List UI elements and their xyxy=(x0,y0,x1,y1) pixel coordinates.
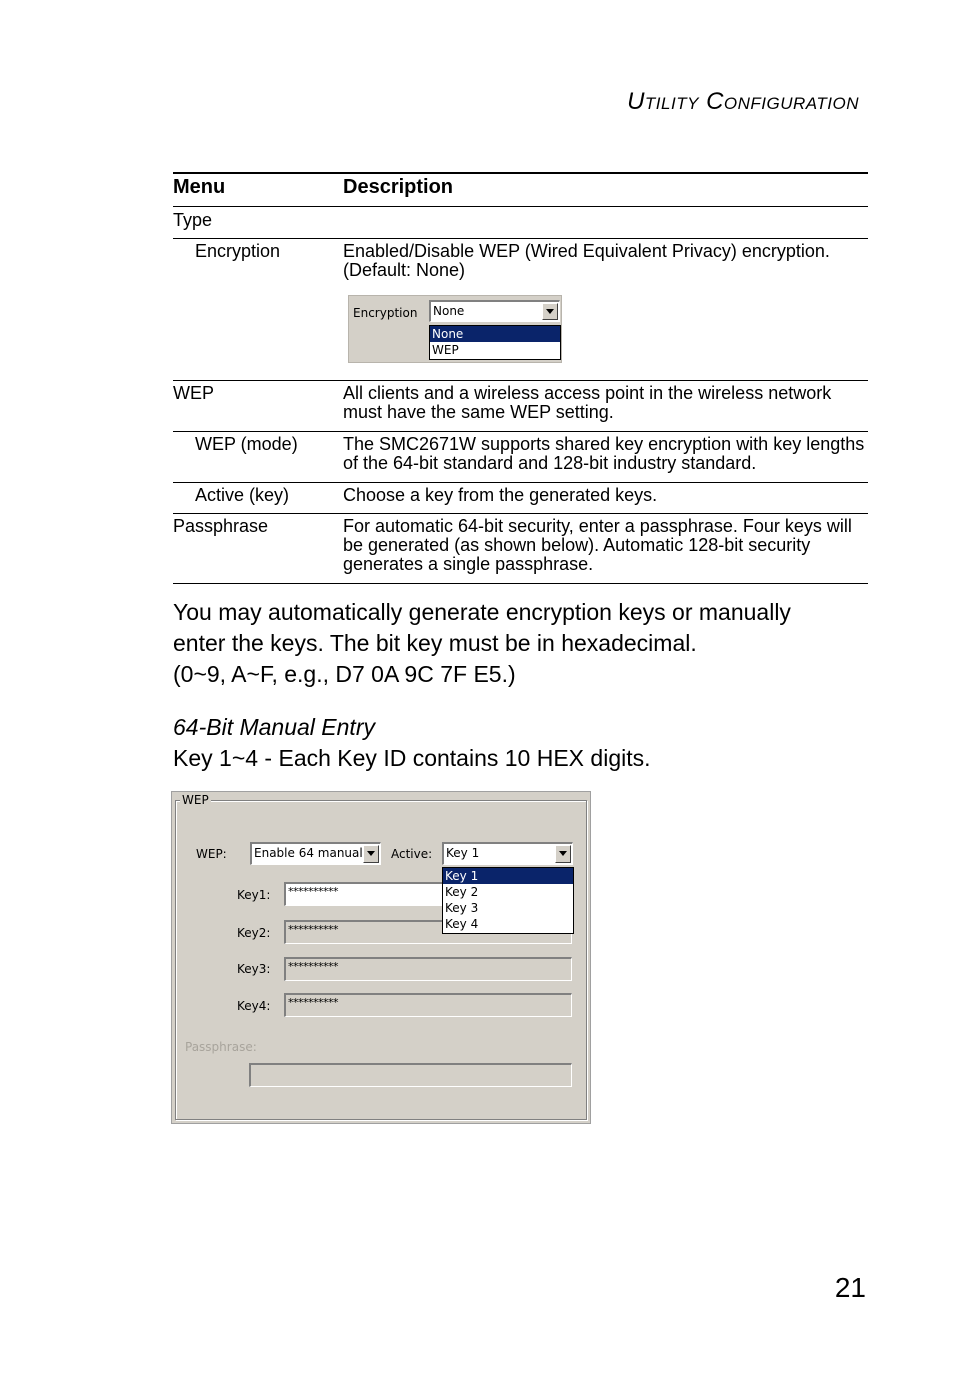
table-row-menu: WEP (mode) xyxy=(195,434,298,454)
table-row-description: Enabled/Disable WEP (Wired Equivalent Privacy) encryption. (Default: None) xyxy=(343,241,830,280)
key2-label: Key2: xyxy=(237,926,271,940)
column-header-description: Description xyxy=(343,176,454,198)
chevron-down-icon[interactable] xyxy=(555,845,571,863)
body-paragraph-line: (0~9, A~F, e.g., D7 0A 9C 7F E5.) xyxy=(173,661,516,687)
groupbox-title: WEP xyxy=(182,793,209,807)
body-paragraph-line: You may automatically generate encryption keys or manually xyxy=(173,599,791,625)
body-paragraph: Key 1~4 - Each Key ID contains 10 HEX digits. xyxy=(173,745,651,771)
key1-label: Key1: xyxy=(237,888,271,902)
list-item[interactable]: Key 4 xyxy=(445,917,479,931)
table-row-description: For automatic 64-bit security, enter a passphrase. Four keys will be generated (as shown below). Automatic 128-bit security generates a single passphrase. xyxy=(343,516,852,574)
key2-field[interactable]: ********** xyxy=(284,920,572,944)
subheading: 64-Bit Manual Entry xyxy=(173,714,375,740)
table-top-rule xyxy=(173,172,868,174)
encryption-screenshot xyxy=(348,295,562,363)
encryption-label: Encryption xyxy=(353,306,418,320)
active-key-dropdown-list xyxy=(442,867,574,934)
body-paragraph-line: enter the keys. The bit key must be in hexadecimal. xyxy=(173,630,697,656)
column-header-menu: Menu xyxy=(173,176,226,198)
list-item[interactable]: None xyxy=(430,326,560,342)
table-row-menu: WEP xyxy=(173,383,215,403)
key4-label: Key4: xyxy=(237,999,271,1013)
table-bottom-rule xyxy=(173,583,868,584)
active-key-label: Active: xyxy=(391,847,433,861)
key3-field[interactable]: ********** xyxy=(284,957,572,981)
table-row-menu: Active (key) xyxy=(195,485,290,505)
list-item[interactable]: Key 3 xyxy=(445,901,479,915)
chevron-down-icon[interactable] xyxy=(542,303,558,320)
encryption-dropdown-list xyxy=(429,325,561,360)
chevron-down-icon[interactable] xyxy=(363,845,379,863)
active-key-select[interactable]: Key 1 xyxy=(442,842,573,865)
list-item[interactable]: WEP xyxy=(432,343,459,357)
key4-field[interactable]: ********** xyxy=(284,993,572,1017)
list-item[interactable]: Key 2 xyxy=(445,885,479,899)
passphrase-label: Passphrase: xyxy=(185,1040,257,1054)
table-header-rule xyxy=(173,206,868,207)
wep-mode-select[interactable]: Enable 64 manual xyxy=(250,842,381,865)
table-row-menu: Type xyxy=(173,210,213,230)
table-row-description: Choose a key from the generated keys. xyxy=(343,485,658,505)
table-row-menu: Passphrase xyxy=(173,516,269,536)
page-number: 21 xyxy=(834,1272,866,1303)
encryption-select[interactable]: None xyxy=(429,300,560,322)
table-row-menu: Encryption xyxy=(195,241,281,261)
running-header: Utility Configuration xyxy=(627,88,859,115)
table-row-description: All clients and a wireless access point in the wireless network must have the same WEP setting. xyxy=(343,383,832,422)
wep-mode-label: WEP: xyxy=(196,847,227,861)
wep-settings-panel xyxy=(171,791,591,1124)
key1-field[interactable]: ********** xyxy=(284,882,572,906)
list-item[interactable]: Key 1 xyxy=(443,868,573,884)
passphrase-field[interactable] xyxy=(249,1063,572,1087)
key3-label: Key3: xyxy=(237,962,271,976)
table-row-description: The SMC2671W supports shared key encryption with key lengths of the 64-bit standard and 128-bit industry standard. xyxy=(343,434,865,473)
